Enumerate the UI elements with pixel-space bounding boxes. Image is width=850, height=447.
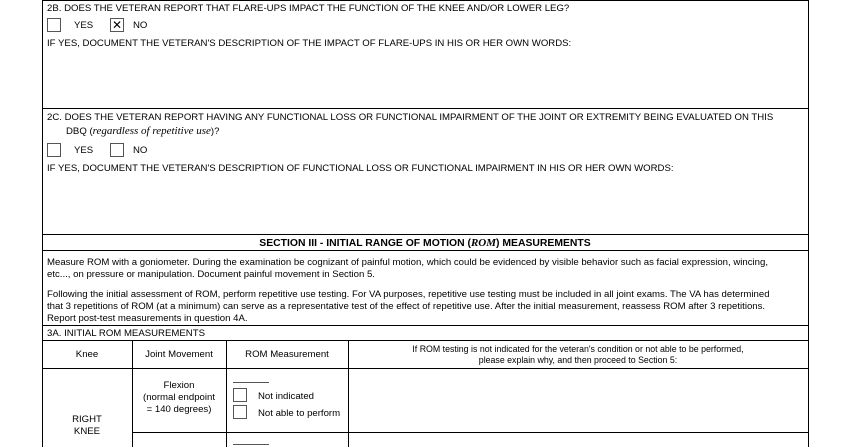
q2b-description-field[interactable]	[44, 50, 806, 106]
q2c-no-checkbox[interactable]	[110, 143, 124, 157]
flexion-label-line2: (normal endpoint	[143, 392, 215, 403]
form-right-border	[808, 0, 809, 447]
q2b-yes-checkbox[interactable]	[47, 18, 61, 32]
q2c-question-line2-pre: DBQ (	[66, 126, 93, 137]
q2c-question-line1: 2C. DOES THE VETERAN REPORT HAVING ANY FUNCTIONAL LOSS OR FUNCTIONAL IMPAIRMENT OF THE JOINT OR EXTREMITY BEING EVALUATED ON THIS	[47, 112, 774, 123]
col-joint-header: Joint Movement	[145, 349, 213, 360]
divider	[42, 108, 808, 109]
section3-title-post: ) MEASUREMENTS	[496, 238, 591, 249]
q2c-question-line2	[66, 125, 219, 137]
divider	[42, 250, 808, 251]
divider	[42, 340, 808, 341]
section3-para1-line1: Measure ROM with a goniometer. During the examination be cognizant of painful motion, which could be evidenced by visible behavior such as facial expression, wincing,	[47, 257, 768, 268]
q2b-yes-label: YES	[74, 20, 94, 31]
section3-para1-line2: etc..., on pressure or manipulation. Document painful movement in Section 5.	[47, 269, 375, 280]
section3-subhead: 3A. INITIAL ROM MEASUREMENTS	[47, 328, 205, 339]
section3-para2-line1: Following the initial assessment of ROM, perform repetitive use testing. For VA purposes, repetitive use testing must be included in all joint exams. The VA has determined	[47, 289, 770, 300]
row-right-knee-label-line2: KNEE	[73, 426, 101, 437]
flexion-label-line1: Flexion	[163, 380, 195, 391]
divider	[42, 234, 808, 235]
section3-title-pre: SECTION III - INITIAL RANGE OF MOTION (	[259, 238, 471, 249]
col-rom-header: ROM Measurement	[245, 349, 329, 360]
rom-explanation-field[interactable]	[350, 370, 806, 430]
q2b-no-checkbox[interactable]	[110, 18, 124, 32]
flexion-measurement-field[interactable]	[233, 382, 269, 383]
section3-para2-line3: Report post-test measurements in question 4A.	[47, 313, 248, 324]
not-indicated-label: Not indicated	[258, 391, 314, 402]
not-able-checkbox[interactable]	[233, 405, 247, 419]
col-note-header-line1: If ROM testing is not indicated for the veteran's condition or not able to be performed,	[412, 344, 744, 354]
divider	[42, 325, 808, 326]
col-note-header-line2: please explain why, and then proceed to Section 5:	[478, 355, 678, 365]
q2c-instruction: IF YES, DOCUMENT THE VETERAN'S DESCRIPTION OF FUNCTIONAL LOSS OR FUNCTIONAL IMPAIRMENT IN HIS OR HER OWN WORDS:	[47, 163, 674, 174]
col-knee-header: Knee	[75, 349, 99, 360]
form-left-border	[42, 0, 43, 447]
flexion-label-line3: = 140 degrees)	[146, 404, 212, 415]
row-right-knee-label-line1: RIGHT	[72, 414, 102, 425]
divider	[42, 368, 808, 369]
q2c-question-line2-italic: regardless of repetitive use	[92, 125, 211, 137]
not-able-label: Not able to perform	[258, 408, 341, 419]
q2b-no-label: NO	[133, 20, 148, 31]
section3-title	[42, 237, 808, 249]
q2c-yes-label: YES	[74, 145, 94, 156]
q2c-description-field[interactable]	[44, 176, 806, 232]
not-indicated-checkbox[interactable]	[233, 388, 247, 402]
divider	[132, 432, 808, 433]
q2b-instruction: IF YES, DOCUMENT THE VETERAN'S DESCRIPTION OF THE IMPACT OF FLARE-UPS IN HIS OR HER OWN WORDS:	[47, 38, 572, 49]
form-top-border	[42, 0, 808, 1]
section3-para2-line2: that 3 repetitions of ROM (at a minimum) can serve as a representative test of the effect of repetitive use. After the initial measurement, reassess ROM after 3 repetitions.	[47, 301, 766, 312]
q2c-question-line2-post: )?	[210, 126, 220, 137]
q2c-yes-checkbox[interactable]	[47, 143, 61, 157]
extension-measurement-field[interactable]	[233, 444, 269, 445]
section3-title-italic: ROM	[470, 237, 497, 249]
q2c-no-label: NO	[133, 145, 148, 156]
q2b-question: 2B. DOES THE VETERAN REPORT THAT FLARE-UPS IMPACT THE FUNCTION OF THE KNEE AND/OR LOWER LEG?	[47, 3, 570, 14]
